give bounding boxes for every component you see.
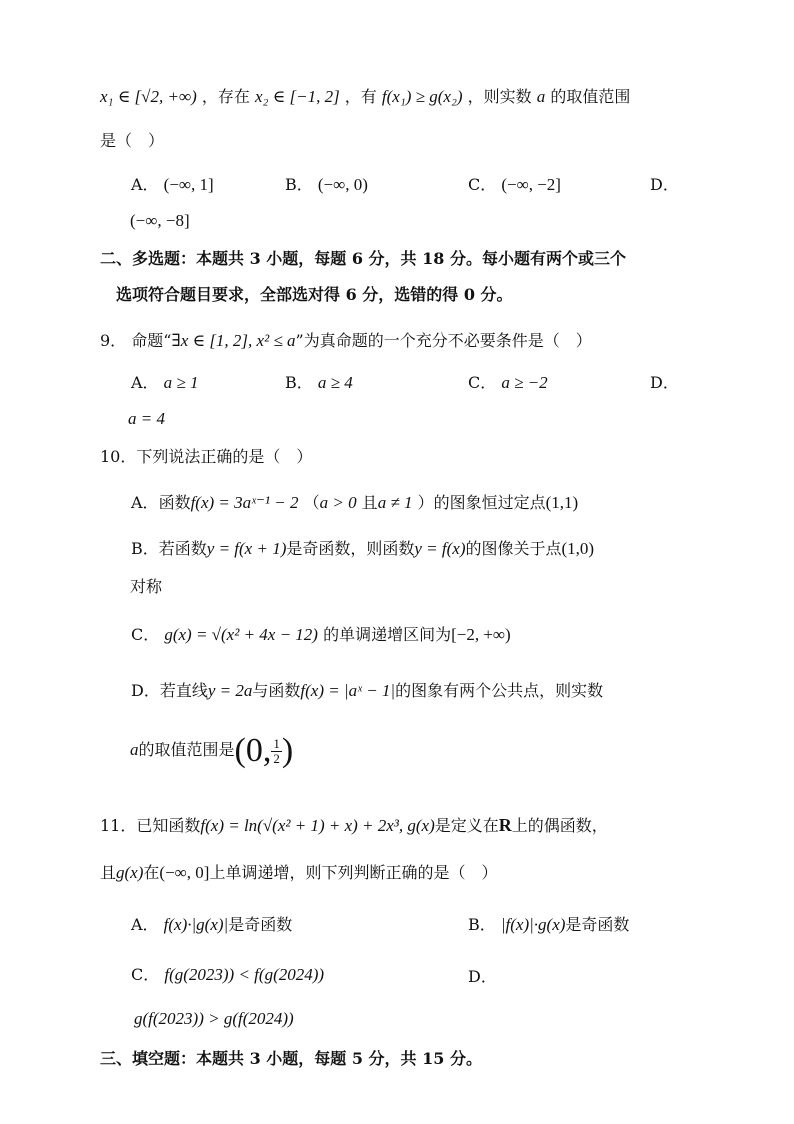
q11-option-d-value[interactable]	[134, 1008, 294, 1030]
q10b-math: y = f(x + 1)	[206, 539, 287, 558]
option-label: C．	[468, 373, 497, 392]
q9-math: ∃x ∈ [1, 2], x² ≤ a	[171, 331, 296, 350]
question-number: 11．	[100, 816, 137, 835]
q8-math-x1-domain: x₁ ∈ [√2, +∞)	[100, 87, 197, 106]
q9-option-d-label[interactable]: D．	[650, 373, 679, 392]
interval-close: )	[281, 732, 294, 770]
q10b-text: 是奇函数，则函数	[286, 539, 415, 558]
q10-option-d-cont	[130, 730, 293, 771]
option-label: B．	[285, 175, 313, 194]
option-math: g(f(2023)) > g(f(2024))	[134, 1009, 294, 1028]
q10-stem	[100, 446, 312, 468]
option-value: a = 4	[128, 409, 165, 428]
option-math: |f(x)|·g(x)	[500, 915, 566, 934]
q11-option-a[interactable]	[131, 914, 292, 936]
option-value: (−∞, 0)	[317, 175, 368, 194]
option-label: A．	[131, 915, 159, 934]
q9-stem	[100, 330, 592, 352]
q10b-math: y = f(x)	[414, 539, 466, 558]
q11-stem	[100, 814, 608, 837]
option-value: a ≥ −2	[501, 373, 548, 392]
option-label: B．	[131, 539, 159, 558]
q11-text: 上单调递增，则下列判断正确的是（ ）	[209, 863, 498, 882]
option-label: D．	[131, 681, 160, 700]
q10b-text: 的图像关于点	[465, 539, 562, 558]
q9-option-b[interactable]	[285, 372, 353, 394]
q8-text: ，存在	[201, 87, 250, 106]
q9-text: 命题“	[131, 331, 172, 350]
q10a-text: 且	[361, 493, 378, 512]
q8-var-a: a	[536, 87, 546, 106]
option-label: A．	[131, 175, 159, 194]
option-math: f(g(2023)) < f(g(2024))	[164, 965, 325, 984]
q8-text: ，则实数	[467, 87, 532, 106]
fraction-denominator: 2	[273, 750, 280, 766]
section-3-heading: 三、填空题：本题共 3 小题，每题 5 分，共 15 分。	[100, 1049, 482, 1068]
option-value: (−∞, 1]	[163, 175, 214, 194]
q8-option-a[interactable]	[131, 174, 214, 196]
q11-text: 是定义在	[434, 816, 499, 835]
q10d-text: 的取值范围是	[138, 740, 235, 759]
q8-math-inequality: f(x₁) ≥ g(x₂)	[381, 87, 463, 106]
q8-question-end: 是（ ）	[100, 131, 165, 150]
option-label: B．	[468, 915, 496, 934]
q9-option-c[interactable]	[468, 372, 548, 394]
q11-text: 上的偶函数，	[511, 816, 608, 835]
fraction-numerator: 1	[273, 735, 280, 751]
q11-stem-cont	[100, 862, 497, 884]
q8-text: 的取值范围	[550, 87, 631, 106]
q10d-math: y = 2a	[207, 681, 253, 700]
q10-text: 下列说法正确的是（ ）	[136, 447, 313, 466]
interval-open: (0,	[234, 732, 272, 770]
q10c-text: 的单调递增区间为	[323, 625, 452, 644]
q10d-math: f(x) = |aˣ − 1|	[300, 681, 396, 700]
q10a-math-cond: a > 0	[319, 493, 357, 512]
q11-math-g: g(x)	[116, 863, 144, 882]
q10a-text: 函数	[158, 493, 191, 512]
q10d-text: 若直线	[159, 681, 208, 700]
q10a-text: ）的图象恒过定点	[417, 493, 546, 512]
q8-text: ，有	[344, 87, 377, 106]
q11-option-c[interactable]	[131, 964, 324, 986]
option-math: f(x)·|g(x)|	[163, 915, 229, 934]
option-text: 是奇函数	[228, 915, 293, 934]
option-label: A．	[131, 373, 159, 392]
option-value: a ≥ 1	[163, 373, 199, 392]
q10c-math: g(x) = √(x² + 4x − 12)	[164, 625, 318, 644]
q10a-text: （	[303, 493, 320, 512]
q10-option-c[interactable]	[131, 624, 511, 646]
q10a-math-point: (1,1)	[545, 493, 579, 512]
q10b-text: 若函数	[158, 539, 207, 558]
option-label: A．	[131, 493, 159, 512]
option-label: C．	[468, 175, 497, 194]
q10d-interval	[234, 732, 294, 770]
q9-text: ”为真命题的一个充分不必要条件是（ ）	[295, 331, 592, 350]
q9-option-a[interactable]	[131, 372, 199, 394]
q8-math-x2-domain: x₂ ∈ [−1, 2]	[254, 87, 340, 106]
q10-option-b-cont: 对称	[130, 577, 163, 596]
q8-option-b[interactable]	[285, 174, 368, 196]
q11-math-interval: (−∞, 0]	[159, 863, 210, 882]
q11-text: 在	[143, 863, 160, 882]
question-number: 10．	[100, 447, 137, 466]
q9-option-d-value[interactable]	[128, 408, 165, 430]
q10d-var-a: a	[130, 740, 139, 759]
q11-text: 已知函数	[136, 816, 201, 835]
q10d-text: 的图象有两个公共点，则实数	[395, 681, 604, 700]
option-value: (−∞, −8]	[130, 211, 190, 230]
q8-condition-line	[100, 86, 630, 108]
q8-option-c[interactable]	[468, 174, 561, 196]
q10-option-d[interactable]	[131, 680, 603, 702]
q11-math-function: f(x) = ln(√(x² + 1) + x) + 2x³, g(x)	[200, 816, 435, 835]
q8-option-d-label[interactable]: D．	[650, 175, 679, 194]
q11-option-b[interactable]	[468, 914, 629, 936]
option-value: (−∞, −2]	[501, 175, 561, 194]
q10-option-b[interactable]	[131, 538, 594, 560]
q10d-text: 与函数	[252, 681, 301, 700]
q10b-math-point: (1,0)	[561, 539, 595, 558]
option-text: 是奇函数	[565, 915, 630, 934]
section-2-heading-cont: 选项符合题目要求，全部选对得 6 分，选错的得 0 分。	[116, 285, 513, 304]
q10-option-a[interactable]	[131, 492, 578, 514]
q11-math-reals: R	[498, 815, 512, 835]
q8-option-d-value[interactable]	[130, 210, 190, 232]
q11-option-d-label[interactable]: D．	[468, 967, 497, 986]
option-label: B．	[285, 373, 313, 392]
q10a-math-cond2: a ≠ 1	[377, 493, 413, 512]
q10a-math-function: f(x) = 3aˣ⁻¹ − 2	[190, 493, 299, 512]
option-label: C．	[131, 965, 160, 984]
option-label: C．	[131, 625, 160, 644]
question-number: 9．	[100, 331, 127, 350]
option-value: a ≥ 4	[317, 373, 353, 392]
section-2-heading: 二、多选题：本题共 3 小题，每题 6 分，共 18 分。每小题有两个或三个	[100, 249, 626, 268]
fraction	[271, 737, 282, 766]
q10c-math-interval: [−2, +∞)	[451, 625, 511, 644]
q11-text: 且	[100, 863, 117, 882]
